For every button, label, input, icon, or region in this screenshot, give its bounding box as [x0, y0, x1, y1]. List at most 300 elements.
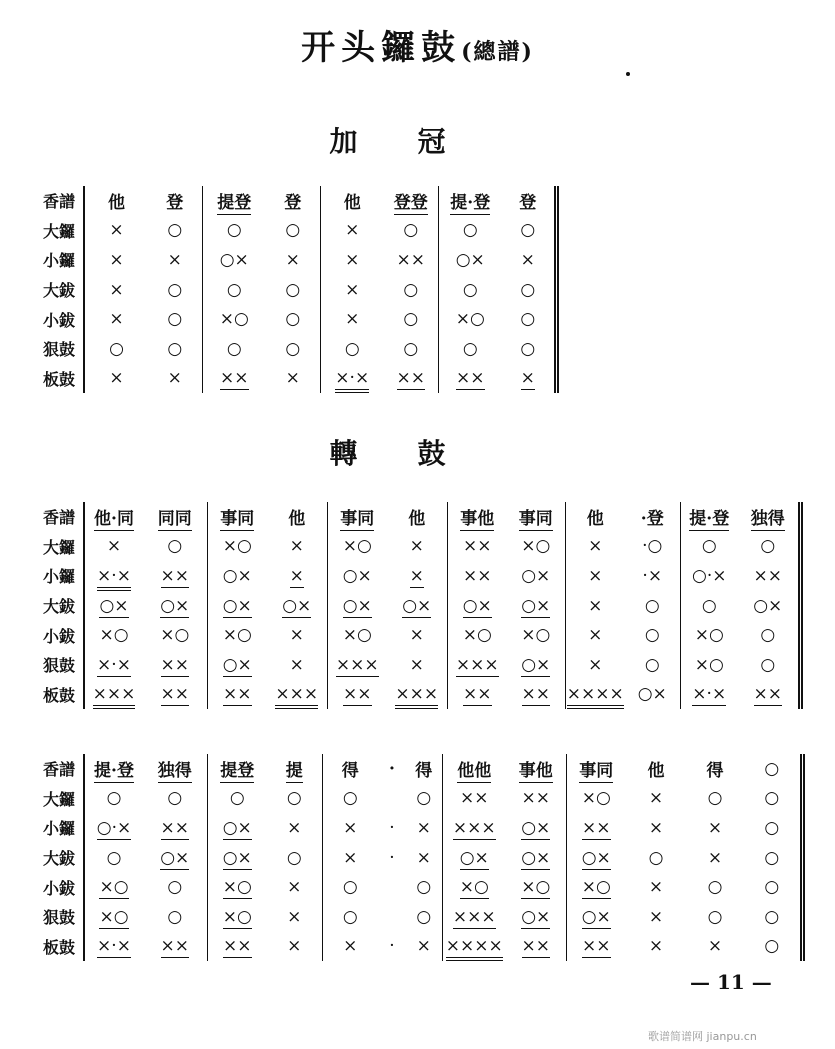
score-symbol: ×○	[521, 877, 551, 898]
score-cell	[143, 843, 207, 873]
score-cell	[267, 843, 322, 873]
score-symbol: ·登	[640, 509, 664, 530]
score-cell	[625, 532, 680, 562]
score-cell	[207, 754, 267, 784]
score-cell	[207, 932, 267, 962]
score-cell	[84, 620, 143, 650]
bangu-row	[18, 364, 556, 394]
score-symbol: ○×	[222, 817, 252, 838]
score-symbol: ×	[520, 249, 535, 270]
score-symbol: ○	[342, 906, 358, 927]
score-cell	[447, 620, 507, 650]
score-cell	[566, 902, 626, 932]
score-cell	[507, 502, 565, 532]
score-symbol: ×○	[222, 877, 252, 898]
score-symbol: 提	[285, 761, 303, 782]
score-symbol: 他	[408, 509, 426, 530]
score-symbol: ○	[106, 847, 122, 868]
score-symbol: ×	[648, 817, 664, 838]
score-symbol: ×○	[222, 625, 252, 646]
score-symbol: 他	[586, 509, 604, 530]
score-cell	[502, 304, 556, 334]
score-cell	[143, 680, 207, 710]
score-cell	[148, 334, 202, 364]
score-symbol: ○	[106, 788, 122, 809]
score-symbol: 事同	[340, 509, 375, 530]
score-cell	[267, 502, 327, 532]
score-symbol: ○	[644, 625, 660, 646]
score-symbol: ×○	[462, 625, 492, 646]
score-cell	[267, 872, 322, 902]
score-cell	[327, 591, 387, 621]
score-symbol: ○×	[521, 595, 551, 616]
score-symbol: ×	[345, 220, 360, 241]
score-cell	[143, 872, 207, 902]
score-symbol: ○	[764, 847, 780, 868]
score-cell	[738, 561, 800, 591]
score-symbol: ×	[343, 817, 358, 838]
score-symbol: ×	[287, 936, 302, 957]
score-symbol: ×	[588, 654, 603, 675]
score-cell	[506, 784, 566, 814]
score-symbol: ×	[409, 654, 424, 675]
score-symbol: ○	[403, 279, 419, 300]
score-cell	[84, 216, 148, 246]
score-symbol: ×	[109, 368, 124, 389]
score-cell	[406, 932, 442, 962]
score-symbol: ×	[416, 936, 431, 957]
score-symbol: ○	[520, 279, 536, 300]
score-symbol: ×	[707, 817, 723, 838]
score-cell	[384, 275, 438, 305]
section-title-zhuangu: 轉鼓	[329, 437, 506, 470]
score-symbol: ○	[416, 788, 432, 809]
score-symbol: ○	[285, 309, 301, 330]
dabo-row	[18, 275, 556, 305]
score-cell	[686, 932, 744, 962]
score-cell	[207, 680, 267, 710]
score-symbol: ××××	[446, 936, 503, 961]
score-cell	[384, 304, 438, 334]
score-symbol: ×○	[521, 536, 551, 557]
score-symbol: ○	[167, 338, 183, 359]
score-cell	[266, 186, 320, 216]
score-symbol: ○	[462, 338, 478, 359]
score-symbol: ×	[289, 536, 304, 557]
score-cell	[387, 591, 447, 621]
score-symbol: 登登	[393, 193, 428, 214]
tone-row	[18, 502, 800, 532]
score-cell	[447, 650, 507, 680]
score-cell	[502, 216, 556, 246]
score-cell	[565, 650, 625, 680]
score-table-jiaguan	[18, 186, 559, 393]
score-cell	[207, 532, 267, 562]
score-symbol: 他	[647, 761, 665, 782]
score-symbol: 提登	[220, 761, 255, 782]
score-symbol: ○	[764, 936, 780, 957]
score-symbol: ×○	[222, 536, 252, 557]
score-cell	[320, 334, 384, 364]
score-symbol: ○	[520, 338, 536, 359]
score-cell	[566, 843, 626, 873]
score-symbol: ××	[396, 368, 425, 389]
score-cell	[148, 186, 202, 216]
score-symbol: 事同	[220, 509, 255, 530]
score-symbol: ××	[343, 684, 372, 705]
score-cell	[84, 680, 143, 710]
score-symbol: 提·登	[450, 193, 491, 214]
score-symbol: ○×	[521, 906, 551, 927]
score-cell	[625, 680, 680, 710]
score-cell	[320, 186, 384, 216]
score-symbol: ×	[289, 565, 304, 586]
score-symbol: ×	[416, 847, 431, 868]
score-cell	[207, 591, 267, 621]
score-cell	[148, 275, 202, 305]
score-symbol: ××	[160, 565, 189, 586]
score-symbol: ×○	[455, 309, 485, 330]
score-symbol: ○	[167, 309, 183, 330]
stray-dot-mark	[626, 72, 630, 76]
score-cell	[507, 532, 565, 562]
score-cell	[442, 754, 506, 784]
score-cell	[320, 275, 384, 305]
score-symbol: ×	[287, 877, 302, 898]
score-symbol: ××	[521, 684, 550, 705]
score-symbol: ××	[582, 936, 611, 957]
score-cell	[384, 216, 438, 246]
score-cell	[266, 216, 320, 246]
score-symbol: ××	[220, 368, 249, 389]
score-cell	[143, 591, 207, 621]
score-symbol: ○×	[219, 249, 249, 270]
score-cell	[267, 813, 322, 843]
score-cell	[84, 186, 148, 216]
score-symbol: ×○	[694, 654, 724, 675]
score-symbol: ×	[409, 536, 424, 557]
score-cell	[406, 872, 442, 902]
instrument-label: 小鈸	[18, 620, 84, 650]
bangu-row	[18, 680, 800, 710]
instrument-label: 板鼓	[18, 364, 84, 394]
score-symbol: ×	[287, 817, 302, 838]
score-symbol: ○	[462, 279, 478, 300]
score-symbol: ○	[644, 595, 660, 616]
score-symbol: 得	[415, 761, 433, 782]
score-symbol: ×	[648, 936, 664, 957]
score-cell	[626, 843, 686, 873]
score-symbol: ××	[521, 936, 550, 957]
score-symbol: 他·同	[94, 509, 134, 530]
score-cell	[447, 561, 507, 591]
score-symbol: ○	[403, 220, 419, 241]
score-cell	[744, 813, 802, 843]
score-symbol: ○	[462, 220, 478, 241]
xiaobo-row	[18, 620, 800, 650]
score-cell	[384, 364, 438, 394]
score-cell	[384, 334, 438, 364]
score-cell	[626, 872, 686, 902]
score-symbol: ○×	[342, 595, 372, 616]
score-cell	[438, 334, 502, 364]
score-cell	[387, 680, 447, 710]
instrument-label: 大鑼	[18, 532, 84, 562]
score-cell	[320, 245, 384, 275]
instrument-label: 小鈸	[18, 304, 84, 334]
score-cell	[378, 872, 406, 902]
tone-row	[18, 754, 802, 784]
daluo-row	[18, 532, 800, 562]
score-symbol: 他他	[457, 761, 492, 782]
score-cell	[566, 784, 626, 814]
score-symbol: ×	[588, 565, 603, 586]
score-symbol: ××	[160, 654, 189, 675]
score-cell	[506, 843, 566, 873]
score-cell	[322, 813, 378, 843]
score-cell	[207, 650, 267, 680]
score-table-zhuangu	[18, 502, 803, 709]
score-cell	[626, 932, 686, 962]
score-symbol: ×××	[395, 684, 438, 709]
score-cell	[322, 872, 378, 902]
score-symbol: 事同	[518, 509, 553, 530]
score-cell	[447, 591, 507, 621]
instrument-label: 板鼓	[18, 932, 84, 962]
score-cell	[378, 813, 406, 843]
score-symbol: ××	[463, 536, 492, 557]
score-cell	[502, 364, 556, 394]
daluo-row	[18, 784, 802, 814]
instrument-label: 大鑼	[18, 784, 84, 814]
score-cell	[566, 872, 626, 902]
score-symbol: ×	[289, 625, 304, 646]
score-symbol: ○×	[521, 565, 551, 586]
score-cell	[267, 561, 327, 591]
score-cell	[565, 620, 625, 650]
score-symbol: ○×	[521, 847, 551, 868]
page-title	[0, 20, 835, 69]
score-cell	[148, 304, 202, 334]
score-cell	[143, 502, 207, 532]
score-symbol: ××	[753, 684, 782, 705]
score-symbol: ○×	[637, 684, 667, 705]
score-symbol: ×	[648, 877, 664, 898]
score-symbol: ·	[389, 936, 395, 957]
score-cell	[267, 591, 327, 621]
score-symbol: ××	[463, 684, 492, 705]
score-cell	[438, 186, 502, 216]
score-symbol: ×	[648, 788, 664, 809]
score-symbol: ○×	[342, 565, 372, 586]
score-symbol: ×	[109, 220, 124, 241]
score-table-continuation	[18, 754, 805, 961]
score-cell	[507, 591, 565, 621]
score-cell	[625, 591, 680, 621]
score-cell	[506, 932, 566, 962]
title-subtitle: (總譜)	[461, 39, 534, 65]
score-cell	[266, 275, 320, 305]
score-cell	[207, 784, 267, 814]
page-number: — 11 —	[690, 970, 772, 994]
score-cell	[202, 216, 266, 246]
score-cell	[84, 275, 148, 305]
score-cell	[267, 650, 327, 680]
score-cell	[506, 902, 566, 932]
score-symbol: ×·×	[335, 368, 369, 393]
score-cell	[84, 932, 143, 962]
score-symbol: ○×	[462, 595, 492, 616]
score-symbol: ×·×	[97, 654, 131, 675]
score-cell	[322, 784, 378, 814]
score-symbol: ○×	[222, 847, 252, 868]
score-cell	[327, 502, 387, 532]
score-symbol: ○	[229, 788, 245, 809]
score-symbol: ×	[109, 309, 124, 330]
instrument-label: 小鑼	[18, 813, 84, 843]
score-cell	[84, 650, 143, 680]
score-cell	[148, 216, 202, 246]
score-symbol: ○×	[402, 595, 432, 616]
score-cell	[744, 902, 802, 932]
score-cell	[143, 754, 207, 784]
score-cell	[738, 650, 800, 680]
score-cell	[143, 561, 207, 591]
score-cell	[327, 650, 387, 680]
score-cell	[626, 813, 686, 843]
score-cell	[143, 532, 207, 562]
score-symbol: ××	[160, 684, 189, 705]
score-symbol: ×	[707, 936, 723, 957]
score-symbol: ×○	[99, 877, 129, 898]
score-cell	[507, 561, 565, 591]
score-cell	[387, 502, 447, 532]
score-symbol: ×○	[99, 906, 129, 927]
score-cell	[680, 680, 738, 710]
score-cell	[84, 334, 148, 364]
xiaobo-row	[18, 304, 556, 334]
score-cell	[686, 813, 744, 843]
score-symbol: 登	[166, 193, 184, 214]
hengu-row	[18, 650, 800, 680]
score-symbol: ·×	[642, 565, 663, 586]
score-cell	[143, 932, 207, 962]
score-cell	[447, 532, 507, 562]
score-symbol: 得	[706, 761, 724, 782]
score-symbol: ○×	[459, 847, 489, 868]
score-cell	[738, 502, 800, 532]
score-cell	[266, 364, 320, 394]
score-symbol: ○	[344, 338, 360, 359]
instrument-label: 大鈸	[18, 591, 84, 621]
score-symbol: 他	[288, 509, 306, 530]
score-symbol: ×	[345, 279, 360, 300]
score-symbol: ×××	[275, 684, 318, 709]
score-symbol: 登	[519, 193, 537, 214]
score-symbol: 独得	[157, 761, 192, 782]
score-symbol: ○×	[160, 847, 190, 868]
score-cell	[207, 620, 267, 650]
score-cell	[406, 784, 442, 814]
score-symbol: ○	[648, 847, 664, 868]
score-cell	[738, 620, 800, 650]
section-title-jiaguan: 加冠	[329, 125, 506, 158]
score-cell	[202, 304, 266, 334]
score-symbol: ○	[167, 906, 183, 927]
score-symbol: ○	[760, 625, 776, 646]
score-cell	[506, 754, 566, 784]
score-cell	[322, 932, 378, 962]
score-cell	[84, 591, 143, 621]
instrument-label: 大鈸	[18, 843, 84, 873]
score-cell	[744, 872, 802, 902]
score-symbol: ○×	[455, 249, 485, 270]
score-cell	[507, 680, 565, 710]
instrument-label: 小鈸	[18, 872, 84, 902]
score-cell	[267, 620, 327, 650]
instrument-label: 大鈸	[18, 275, 84, 305]
score-cell	[84, 872, 143, 902]
score-cell	[84, 902, 143, 932]
instrument-label: 香譜	[18, 186, 84, 216]
score-cell	[267, 680, 327, 710]
score-symbol: ·	[389, 817, 395, 838]
score-symbol: ○	[285, 220, 301, 241]
score-symbol: ○	[403, 338, 419, 359]
score-cell	[143, 813, 207, 843]
score-symbol: ×	[588, 595, 603, 616]
score-cell	[378, 843, 406, 873]
score-symbol: ×○	[521, 625, 551, 646]
score-cell	[384, 186, 438, 216]
score-symbol: 同同	[157, 509, 192, 530]
score-symbol: ○	[285, 279, 301, 300]
score-symbol: ○×	[753, 595, 783, 616]
score-cell	[566, 932, 626, 962]
score-symbol: ××	[160, 936, 189, 957]
instrument-label: 香譜	[18, 754, 84, 784]
score-symbol: ×××	[452, 817, 496, 838]
instrument-label: 香譜	[18, 502, 84, 532]
score-cell	[207, 872, 267, 902]
score-cell	[202, 275, 266, 305]
score-symbol: 登	[284, 193, 302, 214]
score-cell	[207, 902, 267, 932]
score-symbol: ×○	[160, 625, 190, 646]
score-cell	[502, 275, 556, 305]
score-cell	[566, 754, 626, 784]
score-symbol: ○×	[581, 847, 611, 868]
score-symbol: ○×	[222, 565, 252, 586]
score-symbol: ×·×	[97, 566, 131, 591]
score-symbol: ××	[223, 684, 252, 705]
score-symbol: ○	[167, 788, 183, 809]
dabo-row	[18, 843, 802, 873]
score-symbol: ×○	[581, 877, 611, 898]
score-symbol: ×	[109, 279, 124, 300]
score-cell	[320, 364, 384, 394]
score-symbol: ○	[707, 788, 723, 809]
score-cell	[84, 532, 143, 562]
score-symbol: ×××	[93, 684, 136, 709]
xiaoluo-row	[18, 245, 556, 275]
score-symbol: ×	[416, 817, 431, 838]
score-cell	[565, 561, 625, 591]
instrument-label: 小鑼	[18, 561, 84, 591]
hengu-row	[18, 902, 802, 932]
score-symbol: ×	[707, 847, 723, 868]
score-symbol: ○	[520, 309, 536, 330]
